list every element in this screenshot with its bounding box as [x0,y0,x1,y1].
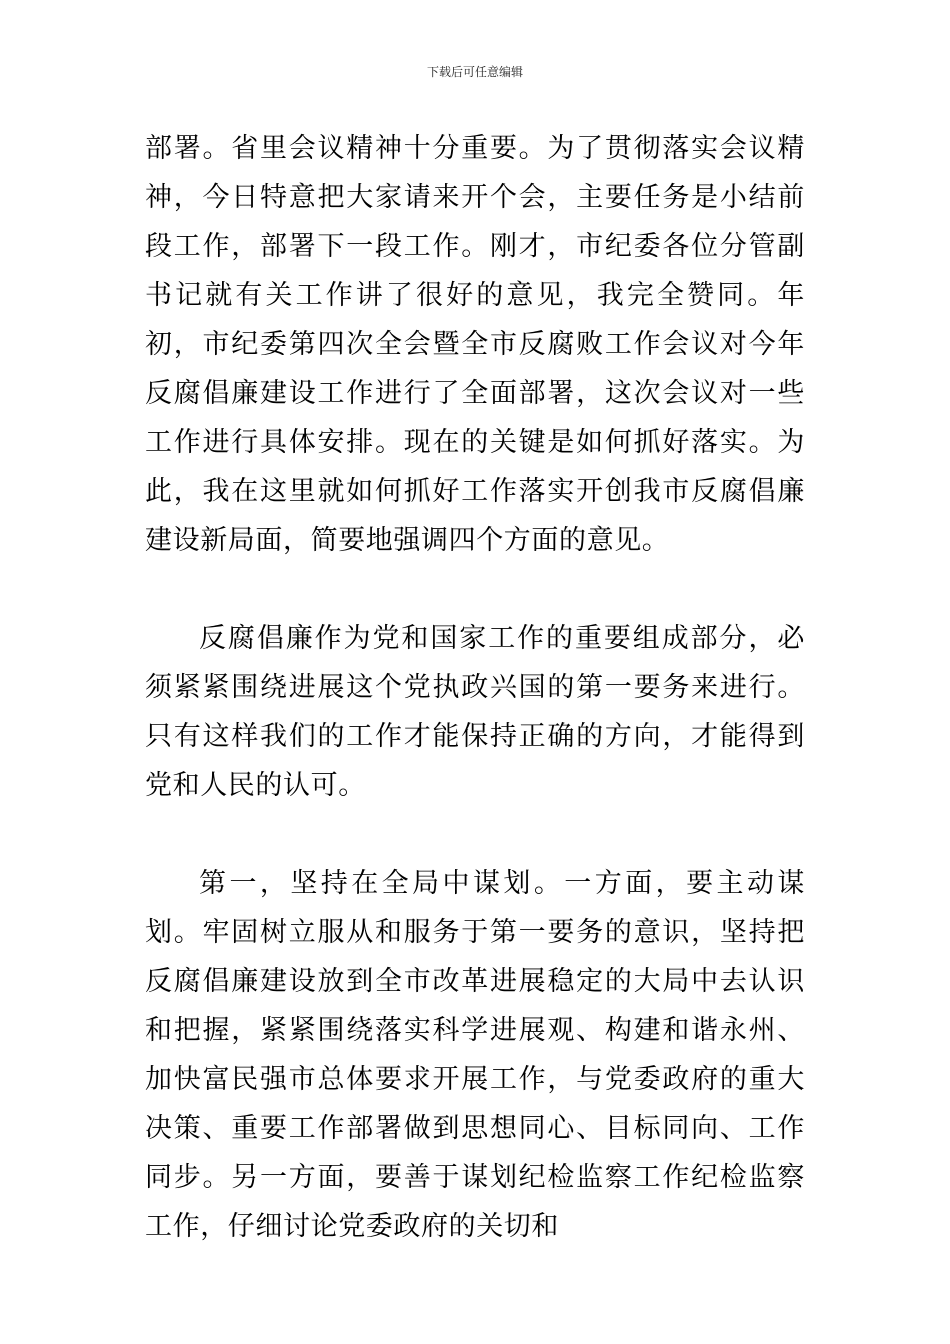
document-body [145,124,805,1251]
paragraph-continuation: 部署。省里会议精神十分重要。为了贯彻落实会议精神，今日特意把大家请来开个会，主要任务是小结前段工作，部署下一段工作。刚才，市纪委各位分管副书记就有关工作讲了很好的意见，我完全赞同。年初，市纪委第四次全会暨全市反腐败工作会议对今年反腐倡廉建设工作进行了全面部署，这次会议对一些工作进行具体安排。现在的关键是如何抓好落实。为此，我在这里就如何抓好工作落实开创我市反腐倡廉建设新局面，简要地强调四个方面的意见。 [145,133,805,556]
paragraph-anti-corruption-context: 反腐倡廉作为党和国家工作的重要组成部分，必须紧紧围绕进展这个党执政兴国的第一要务来进行。只有这样我们的工作才能保持正确的方向，才能得到党和人民的认可。 [145,623,805,801]
paragraph-point-one: 第一，坚持在全局中谋划。一方面，要主动谋划。牢固树立服从和服务于第一要务的意识，坚持把反腐倡廉建设放到全市改革进展稳定的大局中去认识和把握，紧紧围绕落实科学进展观、构建和谐永州、加快富民强市总体要求开展工作，与党委政府的重大决策、重要工作部署做到思想同心、目标同向、工作同步。另一方面，要善于谋划纪检监察工作纪检监察工作，仔细讨论党委政府的关切和 [145,868,805,1242]
paragraph-gap [145,810,805,859]
header-note: 下载后可任意编辑 [426,65,523,79]
paragraph-gap [145,565,805,614]
